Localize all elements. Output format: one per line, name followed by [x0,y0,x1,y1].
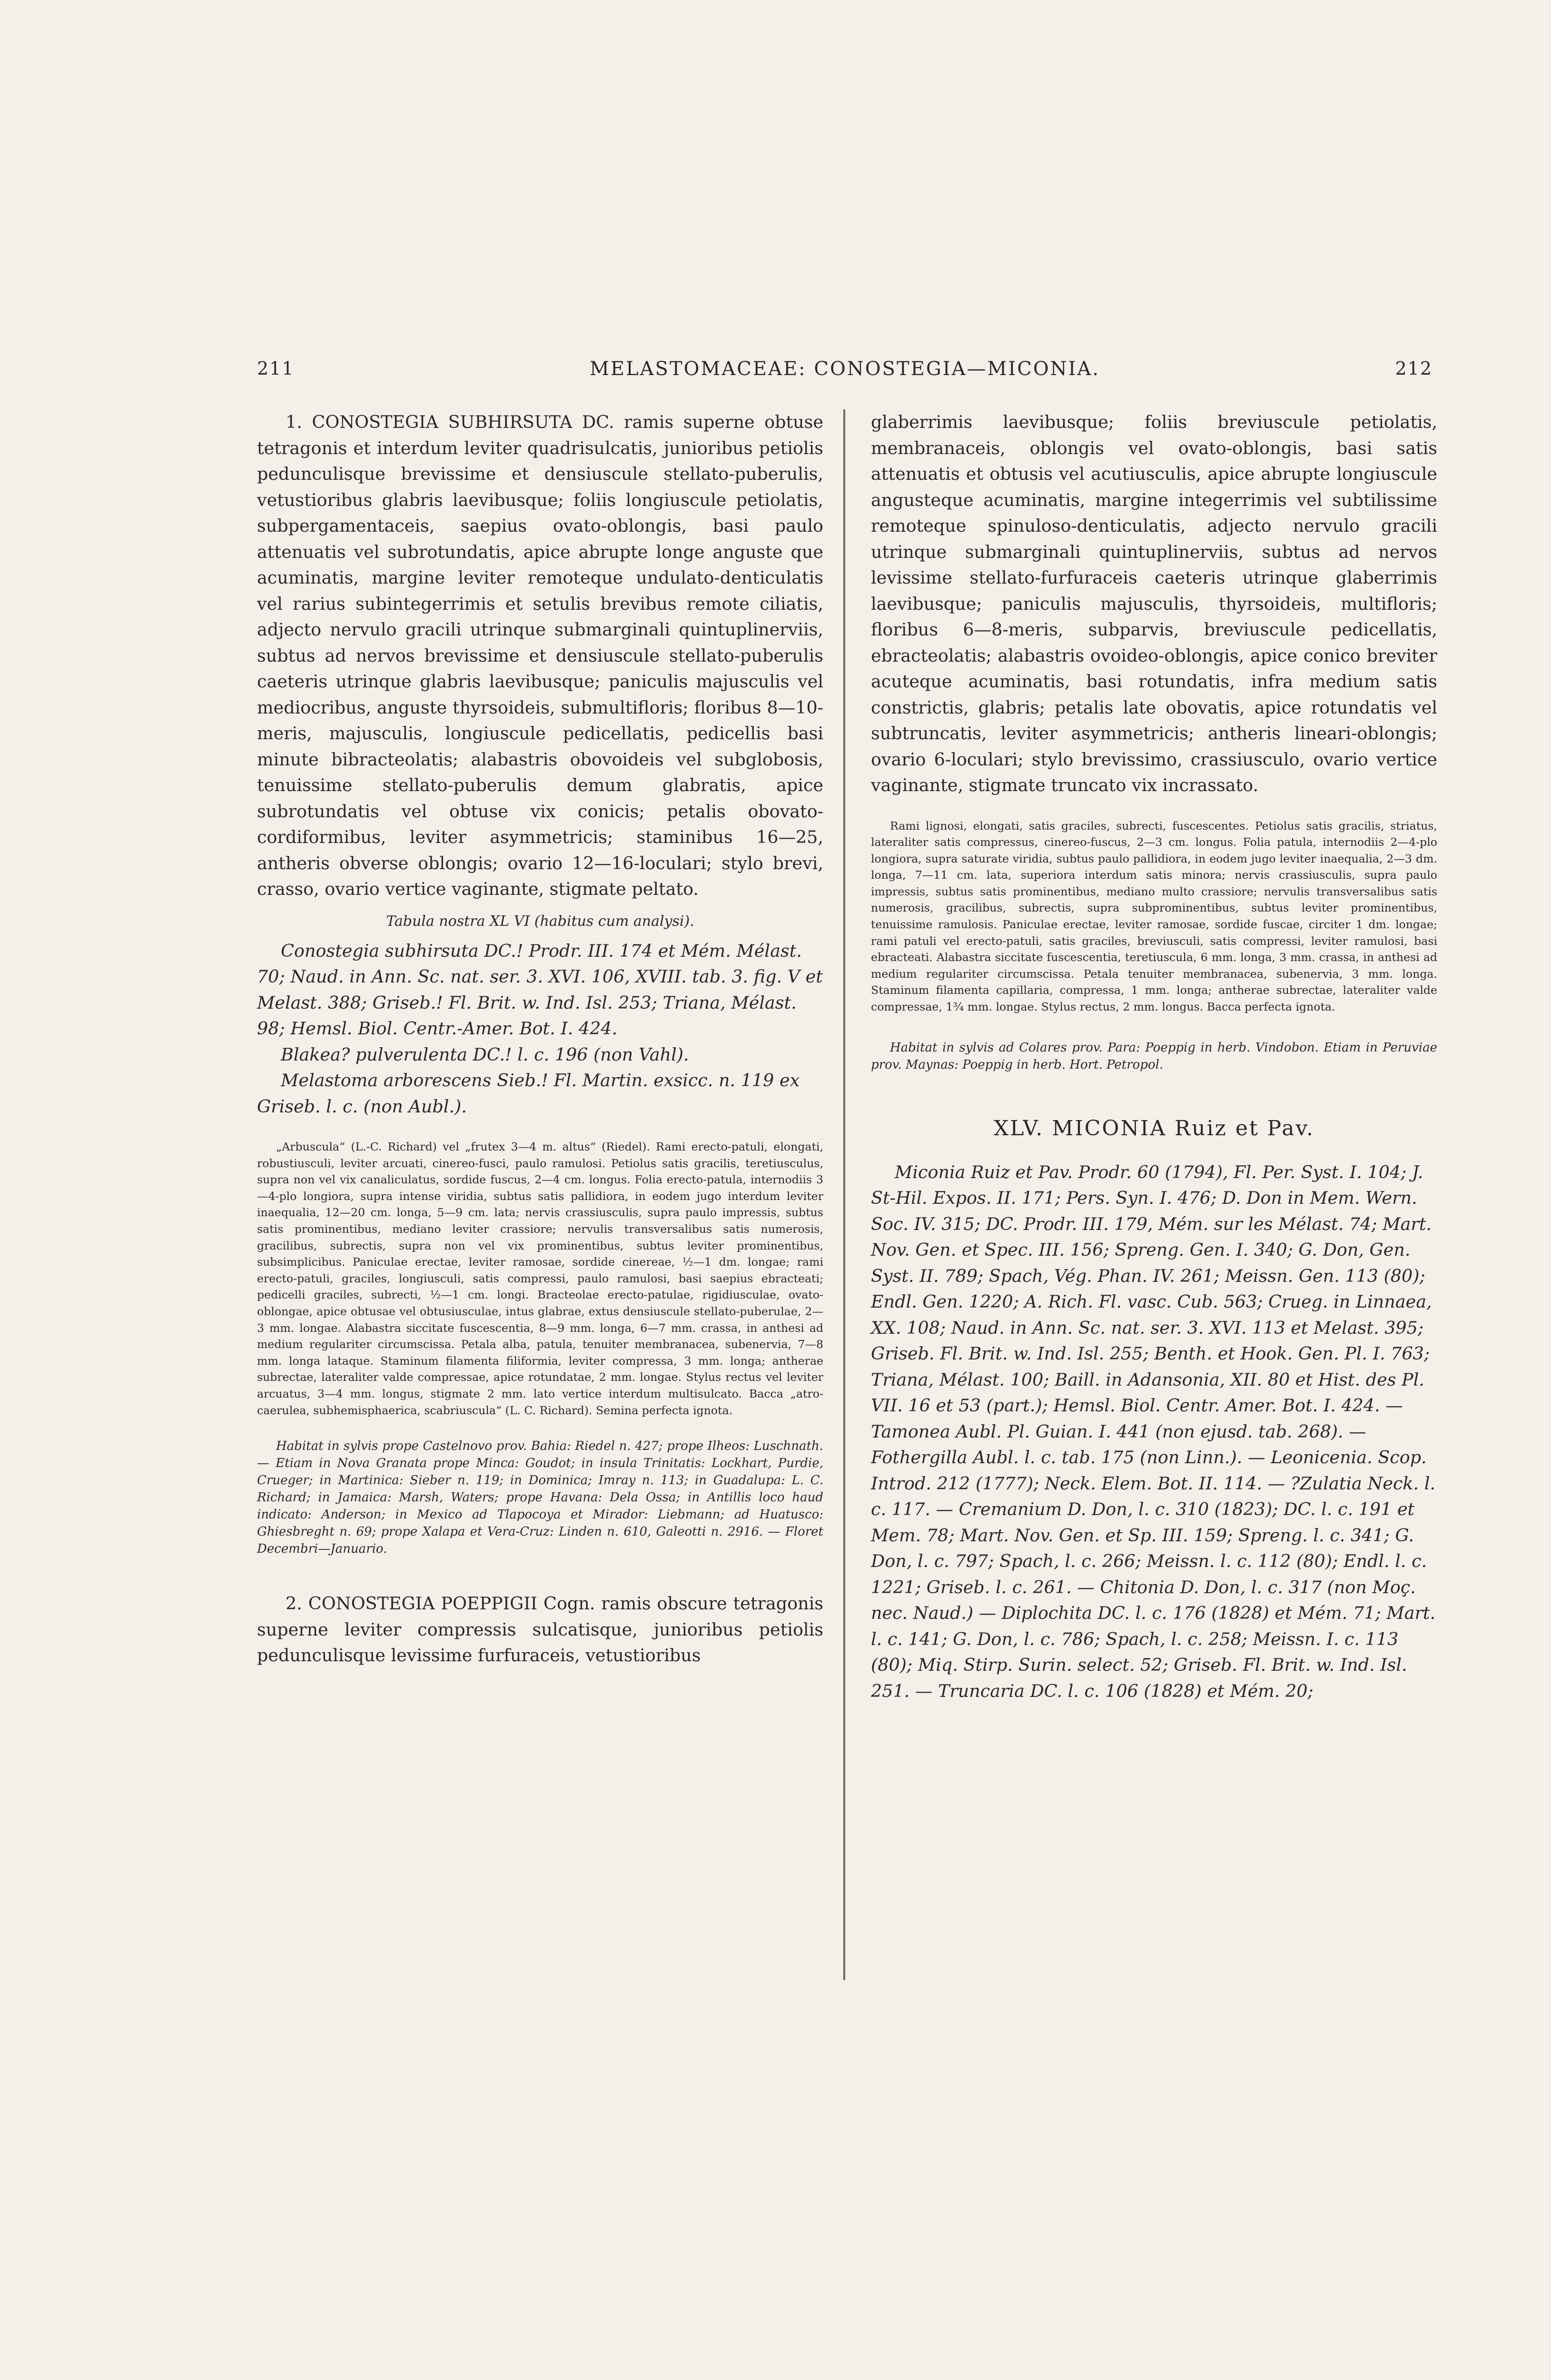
plate-reference: Tabula nostra XL VI (habitus cum analysi). [386,912,694,930]
genus-synonymy: Miconia Ruiz et Pav. Prodr. 60 (1794), Fl. Per. Syst. I. 104; J. St-Hil. Expos. II. 171; Pers. Syn. I. 476; D. Don in Mem. Wern. Soc. IV. 315; DC. Prodr. III. 179, Mém. sur les Mélast. 74; Mart. Nov. Gen. et Spec. III. 156; Spreng. Gen. I. 340; G. Don, Gen. Syst. II. 789; Spach, Vég. Phan. IV. 261; Meissn. Gen. 113 (80); Endl. Gen. 1220; A. Rich. Fl. vasc. Cub. 563; Crueg. in Linnaea, XX. 108; Naud. in Ann. Sc. nat. ser. 3. XVI. 113 et Melast. 395; Griseb. Fl. Brit. w. Ind. Isl. 255; Benth. et Hook. Gen. Pl. I. 763; Triana, Mélast. 100; Baill. in Adansonia, XII. 80 et Hist. des Pl. VII. 16 et 53 (part.); Hemsl. Biol. Centr. Amer. Bot. I. 424. — Tamonea Aubl. Pl. Guian. I. 441 (non ejusd. tab. 268). — Fothergilla Aubl. l. c. tab. 175 (non Linn.). — Leonicenia. Scop. Introd. 212 (1777); Neck. Elem. Bot. II. 114. — ?Zulatia Neck. l. c. 117. — Cremanium D. Don, l. c. 310 (1823); DC. l. c. 191 et Mem. 78; Mart. Nov. Gen. et Sp. III. 159; Spreng. l. c. 341; G. Don, l. c. 797; Spach, l. c. 266; Meissn. l. c. 112 (80); Endl. l. c. 1221; Griseb. l. c. 261. — Chitonia D. Don, l. c. 317 (non Moç. nec. Naud.) — Diplochita DC. l. c. 176 (1828) et Mém. 71; Mart. l. c. 141; G. Don, l. c. 786; Spach, l. c. 258; Meissn. I. c. 113 (80); Miq. Stirp. Surin. select. 52; Griseb. Fl. Brit. w. Ind. Isl. 251. — Truncaria DC. l. c. 106 (1828) et Mém. 20; [871,1161,1436,1701]
running-header [257,358,1432,387]
right-page-number: 212 [1395,358,1432,379]
left-column [257,409,823,1669]
species-1-habitat: Habitat in sylvis prope Castelnovo prov. Bahia: Riedel n. 427; prope Ilheos: Luschnath. — Etiam in Nova Granata prope Minca: Goudot; in insula Trinitatis: Lockhart, Purdie, Crueger; in Martinica: Sieber n. 119; in Dominica; Imray n. 113; in Guadalupa: L. C. Richard; in Jamaica: Marsh, Waters; prope Havana: Dela Ossa; in Antillis loco haud indicato: Anderson; in Mexico ad Tlapocoya et Mirador: Liebmann; ad Huatusco: Ghiesbreght n. 69; prope Xalapa et Vera-Cruz: Linden n. 610, Galeotti n. 2916. — Floret Decembri—Januario. [257,1439,823,1557]
species-2-habitat: Habitat in sylvis ad Colares prov. Para: Poeppig in herb. Vindobon. Etiam in Peruviae prov. Maynas: Poeppig in herb. Hort. Petropol. [871,1040,1437,1072]
left-page-number: 211 [257,358,295,379]
column-divider [843,409,845,1980]
species-1-diagnosis: 1. CONOSTEGIA SUBHIRSUTA DC. ramis superne obtuse tetragonis et interdum leviter quadrisulcatis, junioribus petiolis pedunculisque brevissime et densiuscule stellato-puberulis, vetustioribus glabris laevibusque; foliis longiuscule petiolatis, subpergamentaceis, saepius ovato-oblongis, basi paulo attenuatis vel subrotundatis, apice abrupte longe anguste que acuminatis, margine leviter remoteque undulato-denticulatis vel rarius subintegerrimis et setulis brevibus remote ciliatis, adjecto nervulo gracili utrinque submarginali quintuplinerviis, subtus ad nervos brevissime et densiuscule stellato-puberulis caeteris utrinque glabris laevibusque; paniculis majusculis vel mediocribus, anguste thyrsoideis, submultifloris; floribus 8—10-meris, majusculis, longiuscule pedicellatis, pedicellis basi minute bibracteolatis; alabastris obovoideis vel subglobosis, tenuissime stellato-puberulis demum glabratis, apice subrotundatis vel obtuse vix conicis; petalis obovato-cordiformibus, leviter asymmetricis; staminibus 16—25, antheris obverse oblongis; ovario 12—16-loculari; stylo brevi, crasso, ovario vertice vaginante, stigmate peltato. [257,412,823,899]
species-1-synonym-blakea: Blakea? pulverulenta DC.! l. c. 196 (non Vahl). [281,1044,689,1065]
species-1-references: Conostegia subhirsuta DC.! Prodr. III. 174 et Mém. Mélast. 70; Naud. in Ann. Sc. nat. ser. 3. XVI. 106, XVIII. tab. 3. fig. V et Melast. 388; Griseb.! Fl. Brit. w. Ind. Isl. 253; Triana, Mélast. 98; Hemsl. Biol. Centr.-Amer. Bot. I. 424. [257,940,823,1039]
species-1-description: „Arbuscula“ (L.-C. Richard) vel „frutex 3—4 m. altus“ (Riedel). Rami erecto-patuli, elongati, robustiusculi, leviter arcuati, cinereo-fusci, paulo ramulosi. Petiolus satis gracilis, teretiusculus, supra non vel vix canaliculatus, sordide fuscus, 2—4 cm. longus. Folia erecto-patula, internodiis 3—4-plo longiora, supra intense viridia, subtus satis pallidiora, in eodem jugo interdum leviter inaequalia, 12—20 cm. longa, 5—9 cm. lata; nervis crassiusculis, supra paulo impressis, subtus satis prominentibus, mediano leviter crassiore; nervulis transversalibus satis numerosis, gracilibus, subrectis, supra non vel vix prominentibus, subtus leviter prominentibus, subsimplicibus. Paniculae erectae, leviter ramosae, sordide cinereae, ½—1 dm. longae; rami erecto-patuli, graciles, longiusculi, satis compressi, paulo ramulosi, basi saepius ebracteati; pedicelli graciles, subrecti, ½—1 cm. longi. Bracteolae erecto-patulae, rigidiusculae, ovato-oblongae, apice obtusae vel obtusiusculae, intus glabrae, extus densiuscule stellato-puberulae, 2—3 mm. longae. Alabastra siccitate fuscescentia, 8—9 mm. longa, 6—7 mm. crassa, in anthesi ad medium regulariter circumscissa. Petala alba, patula, tenuiter membranacea, subenervia, 7—8 mm. longa lataque. Staminum filamenta filiformia, leviter compressa, 3 mm. longa; antherae subrectae, lateraliter valde compressae, apice rotundatae, 2 mm. longae. Stylus rectus vel leviter arcuatus, 3—4 mm. longus, stigmate 2 mm. lato vertice interdum multisulcato. Bacca „atro-caerulea, subhemisphaerica, scabriuscula“ (L. C. Richard). Semina perfecta ignota. [257,1140,823,1417]
right-column [871,409,1437,1704]
species-2-diagnosis-cont: glaberrimis laevibusque; foliis breviuscule petiolatis, membranaceis, oblongis vel ovato-oblongis, basi satis attenuatis et obtusis vel acutiusculis, apice abrupte longiuscule angusteque acuminatis, margine integerrimis vel subtilissime remoteque spinuloso-denticulatis, adjecto nervulo gracili utrinque submarginali quintuplinerviis, subtus ad nervos levissime stellato-furfuraceis caeteris utrinque glaberrimis laevibusque; paniculis majusculis, thyrsoideis, multifloris; floribus 6—8-meris, subparvis, breviuscule pedicellatis, ebracteolatis; alabastris ovoideo-oblongis, apice conico breviter acuteque acuminatis, basi rotundatis, infra medium satis constrictis, glabris; petalis late obovatis, apice rotundatis vel subtruncatis, leviter asymmetricis; antheris lineari-oblongis; ovario 6-loculari; stylo brevissimo, crassiusculo, ovario vertice vaginante, stigmate truncato vix incrassato. [871,412,1437,795]
species-1-synonym-melastoma: Melastoma arborescens Sieb.! Fl. Martin. exsicc. n. 119 ex Griseb. l. c. (non Aubl.). [257,1070,800,1117]
species-2-description: Rami lignosi, elongati, satis graciles, subrecti, fuscescentes. Petiolus satis gracilis, striatus, lateraliter satis compressus, cinereo-fuscus, 2—3 cm. longus. Folia patula, internodiis 2—4-plo longiora, supra saturate viridia, subtus paulo pallidiora, in eodem jugo leviter inaequalia, 2—3 dm. longa, 7—11 cm. lata, superiora interdum satis minora; nervis crassiusculis, supra paulo impressis, subtus satis prominentibus, mediano multo crassiore; nervulis transversalibus satis numerosis, gracilibus, subrectis, supra subprominentibus, subtus leviter prominentibus, tenuissime ramulosis. Paniculae erectae, leviter ramosae, sordide fuscae, circiter 1 dm. longae; rami patuli vel erecto-patuli, satis graciles, breviusculi, satis compressi, leviter ramulosi, basi ebracteati. Alabastra siccitate fuscescentia, teretiuscula, 6 mm. longa, 3 mm. crassa, in anthesi ad medium regulariter circumscissa. Petala tenuiter membranacea, subenervia, 3 mm. longa. Staminum filamenta capillaria, compressa, 1 mm. longa; antherae subrectae, lateraliter valde compressae, 1¾ mm. longae. Stylus rectus, 2 mm. longus. Bacca perfecta ignota. [871,819,1437,1014]
running-title: MELASTOMACEAE: CONOSTEGIA—MICONIA. [589,358,1100,380]
genus-heading: XLV. MICONIA Ruiz et Pav. [993,1116,1315,1140]
species-2-diagnosis-start: 2. CONOSTEGIA POEPPIGII Cogn. ramis obscure tetragonis superne leviter compressis sulcatisque, junioribus petiolis pedunculisque levissime furfuraceis, vetustioribus [257,1593,823,1666]
